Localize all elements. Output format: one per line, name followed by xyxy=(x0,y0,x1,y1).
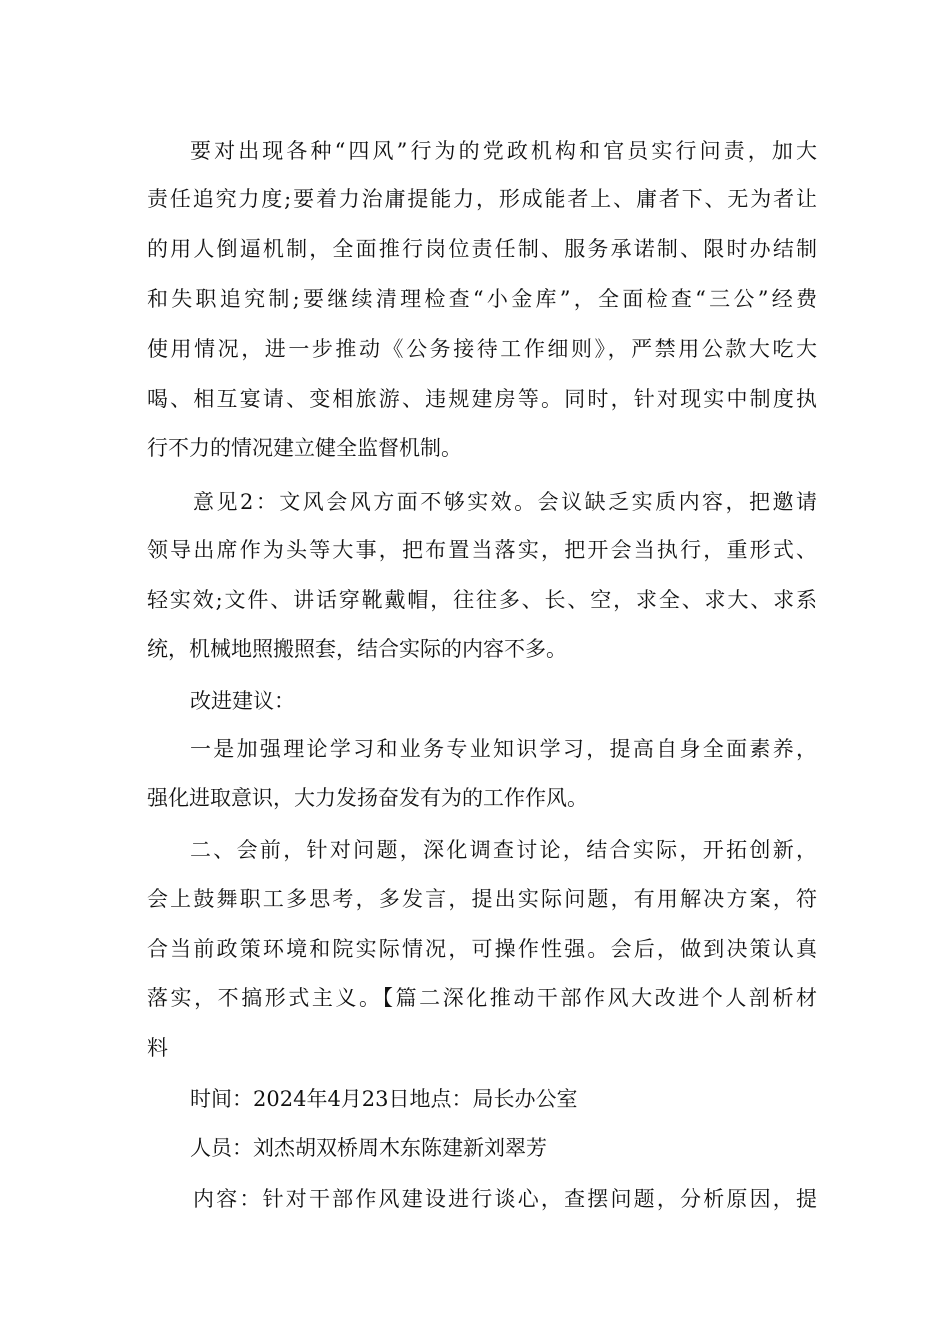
paragraph-line: 行不力的情况建立健全监督机制。 xyxy=(147,436,462,460)
paragraph-line: 领导出席作为头等大事，把布置当落实，把开会当执行，重形式、 xyxy=(147,538,817,562)
paragraph-line: 的用人倒逼机制，全面推行岗位责任制、服务承诺制、限时办结制 xyxy=(147,237,817,261)
paragraph-line: 责任追究力度;要着力治庸提能力，形成能者上、庸者下、无为者让 xyxy=(147,187,817,211)
meeting-content: 内容：针对干部作风建设进行谈心，查摆问题，分析原因，提 xyxy=(193,1187,817,1211)
paragraph-line: 合当前政策环境和院实际情况，可操作性强。会后，做到决策认真 xyxy=(147,937,817,961)
meeting-time-location: 时间：2024年4月23日地点：局长办公室 xyxy=(190,1087,578,1111)
meeting-attendees: 人员：刘杰胡双桥周木东陈建新刘翠芳 xyxy=(190,1136,547,1160)
paragraph-line: 一是加强理论学习和业务专业知识学习，提高自身全面素养， xyxy=(190,737,817,761)
paragraph-line: 意见2：文风会风方面不够实效。会议缺乏实质内容，把邀请 xyxy=(193,490,817,514)
paragraph-line: 强化进取意识，大力发扬奋发有为的工作作风。 xyxy=(147,786,588,810)
section-heading: 改进建议： xyxy=(190,689,295,713)
paragraph-line: 二、会前，针对问题，深化调查讨论，结合实际，开拓创新， xyxy=(190,838,817,862)
paragraph-line: 要对出现各种“四风”行为的党政机构和官员实行问责，加大 xyxy=(190,139,817,163)
paragraph-line: 料 xyxy=(147,1036,168,1060)
paragraph-line: 统，机械地照搬照套，结合实际的内容不多。 xyxy=(147,637,567,661)
paragraph-line: 会上鼓舞职工多思考，多发言，提出实际问题，有用解决方案，符 xyxy=(147,887,817,911)
paragraph-line: 使用情况，进一步推动《公务接待工作细则》，严禁用公款大吃大 xyxy=(147,337,817,361)
paragraph-line: 和失职追究制;要继续清理检查“小金库”，全面检查“三公”经费 xyxy=(147,287,817,311)
paragraph-line: 喝、相互宴请、变相旅游、违规建房等。同时，针对现实中制度执 xyxy=(147,387,817,411)
paragraph-line: 落实，不搞形式主义。【篇二深化推动干部作风大改进个人剖析材 xyxy=(147,986,817,1010)
paragraph-line: 轻实效;文件、讲话穿靴戴帽，往往多、长、空，求全、求大、求系 xyxy=(147,588,817,612)
